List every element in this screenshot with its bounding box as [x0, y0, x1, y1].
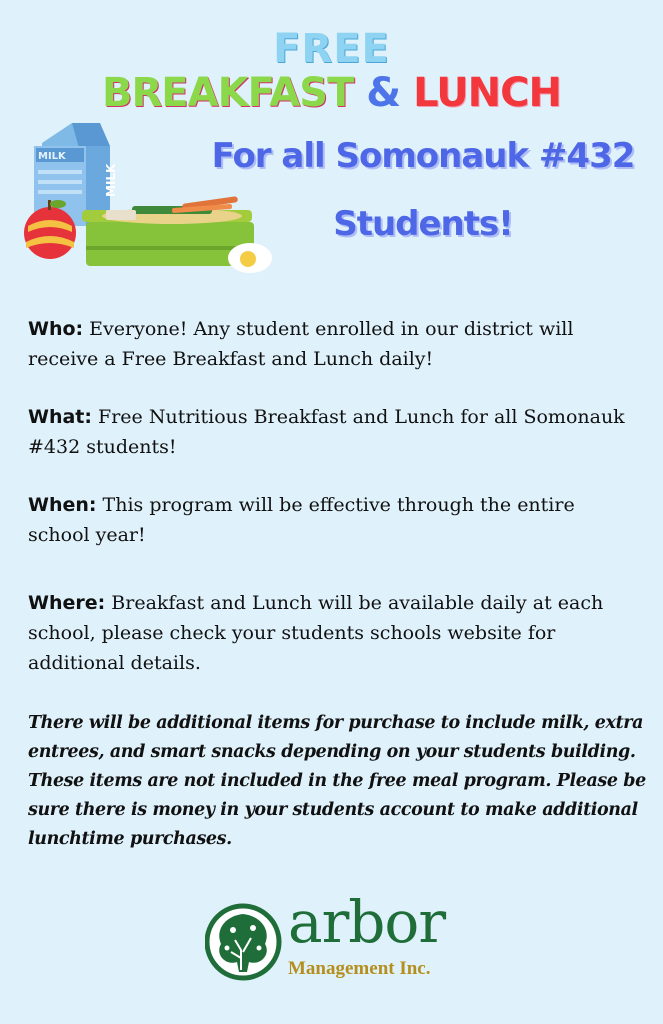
when-text: This program will be effective through the entire school year!	[28, 494, 575, 546]
where-label: Where:	[28, 592, 106, 614]
who-paragraph	[28, 314, 638, 374]
what-text: Free Nutritious Breakfast and Lunch for all Somonauk #432 students!	[28, 406, 625, 458]
lunch-illustration-icon	[22, 118, 277, 283]
header-ampersand: &	[366, 70, 401, 116]
who-label: Who:	[28, 318, 84, 340]
when-label: When:	[28, 494, 97, 516]
subtitle-line1: For all Somonauk #432	[211, 136, 635, 176]
where-text: Breakfast and Lunch will be available daily at each school, please check your students schools website for additional details.	[28, 592, 604, 674]
header-breakfast-lunch	[0, 70, 663, 116]
header-breakfast: BREAKFAST	[102, 70, 354, 116]
logo-subtitle: Management Inc.	[288, 958, 431, 979]
who-text: Everyone! Any student enrolled in our district will receive a Free Breakfast and Lunch daily!	[28, 318, 574, 370]
header-free: FREE	[273, 26, 390, 72]
header-lunch: LUNCH	[413, 70, 561, 116]
where-paragraph	[28, 588, 638, 678]
logo-wordmark: arbor	[288, 888, 446, 956]
when-paragraph	[28, 490, 638, 550]
additional-items-note: There will be additional items for purchase to include milk, extra entrees, and smart snacks depending on your students building. These items are not included in the free meal program. Please be sure there is money in your students account to make additional lunchtime purchases.	[28, 713, 646, 849]
svg-text:MILK: MILK	[38, 151, 66, 162]
subtitle-line2: Students!	[333, 204, 513, 244]
what-paragraph	[28, 402, 638, 462]
svg-text:MILK: MILK	[104, 163, 118, 197]
what-label: What:	[28, 406, 92, 428]
